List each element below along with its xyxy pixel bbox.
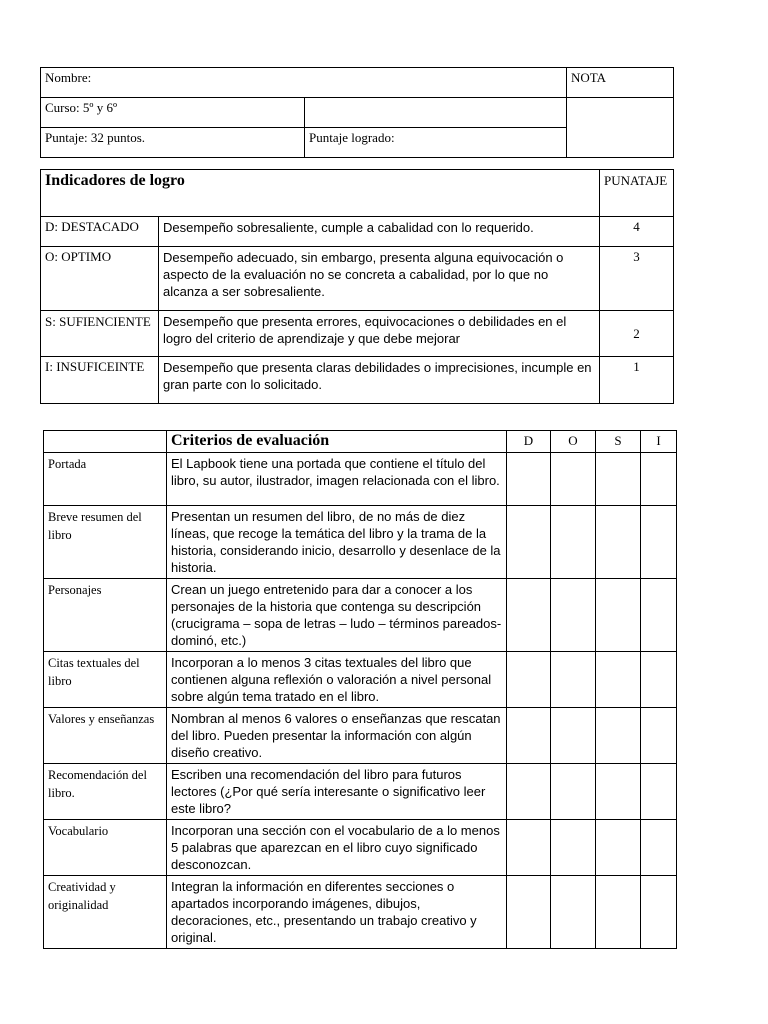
score-cell-d[interactable] (507, 876, 551, 949)
curso-value-cell[interactable] (305, 98, 567, 128)
score-cell-s[interactable] (596, 876, 641, 949)
criterion-name: Citas textuales del libro (44, 652, 167, 708)
indicator-level: O: OPTIMO (41, 247, 159, 311)
score-cell-i[interactable] (641, 453, 677, 506)
score-cell-d[interactable] (507, 579, 551, 652)
nota-value-cell[interactable] (567, 98, 674, 158)
indicator-description: Desempeño adecuado, sin embargo, presenta alguna equivocación o aspecto de la evaluación no se concreta a cabalidad, por lo que no alcanza a ser sobresaliente. (159, 247, 600, 311)
score-cell-o[interactable] (551, 453, 596, 506)
score-cell-o[interactable] (551, 820, 596, 876)
column-header-s: S (596, 431, 641, 453)
puntaje-logrado-field[interactable] (305, 128, 567, 158)
score-cell-o[interactable] (551, 579, 596, 652)
nota-label: NOTA (567, 68, 674, 98)
puntaje-logrado-label: Puntaje logrado: (309, 130, 395, 145)
indicator-row (41, 247, 674, 311)
score-cell-d[interactable] (507, 820, 551, 876)
criteria-corner-cell (44, 431, 167, 453)
criteria-row (44, 876, 677, 949)
criterion-description: Nombran al menos 6 valores o enseñanzas que rescatan del libro. Pueden presentar la información con algún diseño creativo. (167, 708, 507, 764)
criterion-name: Breve resumen del libro (44, 506, 167, 579)
criteria-row (44, 579, 677, 652)
column-header-d: D (507, 431, 551, 453)
column-header-o: O (551, 431, 596, 453)
indicator-points: 1 (600, 357, 674, 404)
criteria-table (43, 430, 677, 949)
score-cell-d[interactable] (507, 453, 551, 506)
score-cell-s[interactable] (596, 652, 641, 708)
criterion-description: Presentan un resumen del libro, de no más de diez líneas, que recoge la temática del libro y la trama de la historia, considerando inicio, desarrollo y desenlace de la historia. (167, 506, 507, 579)
score-cell-i[interactable] (641, 652, 677, 708)
indicator-points: 4 (600, 217, 674, 247)
criteria-row (44, 506, 677, 579)
indicator-description: Desempeño que presenta claras debilidades o imprecisiones, incumple en gran parte con lo solicitado. (159, 357, 600, 404)
criterion-description: Crean un juego entretenido para dar a conocer a los personajes de la historia que contenga su descripción (crucigrama – sopa de letras – ludo – términos pareados- dominó, etc.) (167, 579, 507, 652)
indicator-row (41, 311, 674, 357)
indicators-table (40, 169, 674, 404)
indicator-description: Desempeño que presenta errores, equivocaciones o debilidades en el logro del criterio de aprendizaje y que debe mejorar (159, 311, 600, 357)
score-cell-i[interactable] (641, 708, 677, 764)
score-cell-i[interactable] (641, 876, 677, 949)
score-cell-s[interactable] (596, 453, 641, 506)
criterion-name: Portada (44, 453, 167, 506)
criterion-description: Integran la información en diferentes secciones o apartados incorporando imágenes, dibujos, decoraciones, etc., presentando un trabajo creativo y original. (167, 876, 507, 949)
indicator-level: D: DESTACADO (41, 217, 159, 247)
indicator-description: Desempeño sobresaliente, cumple a cabalidad con lo requerido. (159, 217, 600, 247)
criteria-row (44, 652, 677, 708)
score-cell-d[interactable] (507, 506, 551, 579)
criterion-description: El Lapbook tiene una portada que contiene el título del libro, su autor, ilustrador, imagen relacionada con el libro. (167, 453, 507, 506)
criterion-name: Vocabulario (44, 820, 167, 876)
nombre-label: Nombre: (45, 70, 92, 85)
criterion-description: Escriben una recomendación del libro para futuros lectores (¿Por qué sería interesante o significativo leer este libro? (167, 764, 507, 820)
indicators-title: Indicadores de logro (41, 170, 600, 217)
column-header-i: I (641, 431, 677, 453)
student-info-table (40, 67, 674, 158)
score-cell-i[interactable] (641, 820, 677, 876)
score-cell-d[interactable] (507, 652, 551, 708)
criteria-row (44, 708, 677, 764)
score-header: PUNATAJE (600, 170, 674, 217)
score-cell-s[interactable] (596, 579, 641, 652)
criteria-header-row (44, 431, 677, 453)
nombre-field[interactable] (41, 68, 567, 98)
score-cell-i[interactable] (641, 506, 677, 579)
criterion-name: Recomendación del libro. (44, 764, 167, 820)
score-cell-i[interactable] (641, 764, 677, 820)
criteria-title: Criterios de evaluación (167, 431, 507, 453)
criteria-row (44, 820, 677, 876)
score-cell-o[interactable] (551, 652, 596, 708)
indicator-points: 2 (600, 311, 674, 357)
score-cell-o[interactable] (551, 764, 596, 820)
score-cell-d[interactable] (507, 708, 551, 764)
score-cell-o[interactable] (551, 506, 596, 579)
score-cell-s[interactable] (596, 506, 641, 579)
criterion-description: Incorporan una sección con el vocabulario de a lo menos 5 palabras que aparezcan en el libro cuyo significado desconozcan. (167, 820, 507, 876)
criterion-name: Creatividad y originalidad (44, 876, 167, 949)
criterion-name: Personajes (44, 579, 167, 652)
score-cell-o[interactable] (551, 708, 596, 764)
score-cell-i[interactable] (641, 579, 677, 652)
score-cell-d[interactable] (507, 764, 551, 820)
criterion-name: Valores y enseñanzas (44, 708, 167, 764)
criteria-row (44, 453, 677, 506)
indicator-level: S: SUFIENCIENTE (41, 311, 159, 357)
indicator-row (41, 217, 674, 247)
curso-label: Curso: 5º y 6º (41, 98, 305, 128)
criteria-row (44, 764, 677, 820)
puntaje-label: Puntaje: 32 puntos. (41, 128, 305, 158)
criterion-description: Incorporan a lo menos 3 citas textuales del libro que contienen alguna reflexión o valoración a nivel personal sobre algún tema tratado en el libro. (167, 652, 507, 708)
score-cell-s[interactable] (596, 708, 641, 764)
indicator-row (41, 357, 674, 404)
indicator-points: 3 (600, 247, 674, 311)
score-cell-o[interactable] (551, 876, 596, 949)
score-cell-s[interactable] (596, 764, 641, 820)
indicator-level: I: INSUFICEINTE (41, 357, 159, 404)
score-cell-s[interactable] (596, 820, 641, 876)
